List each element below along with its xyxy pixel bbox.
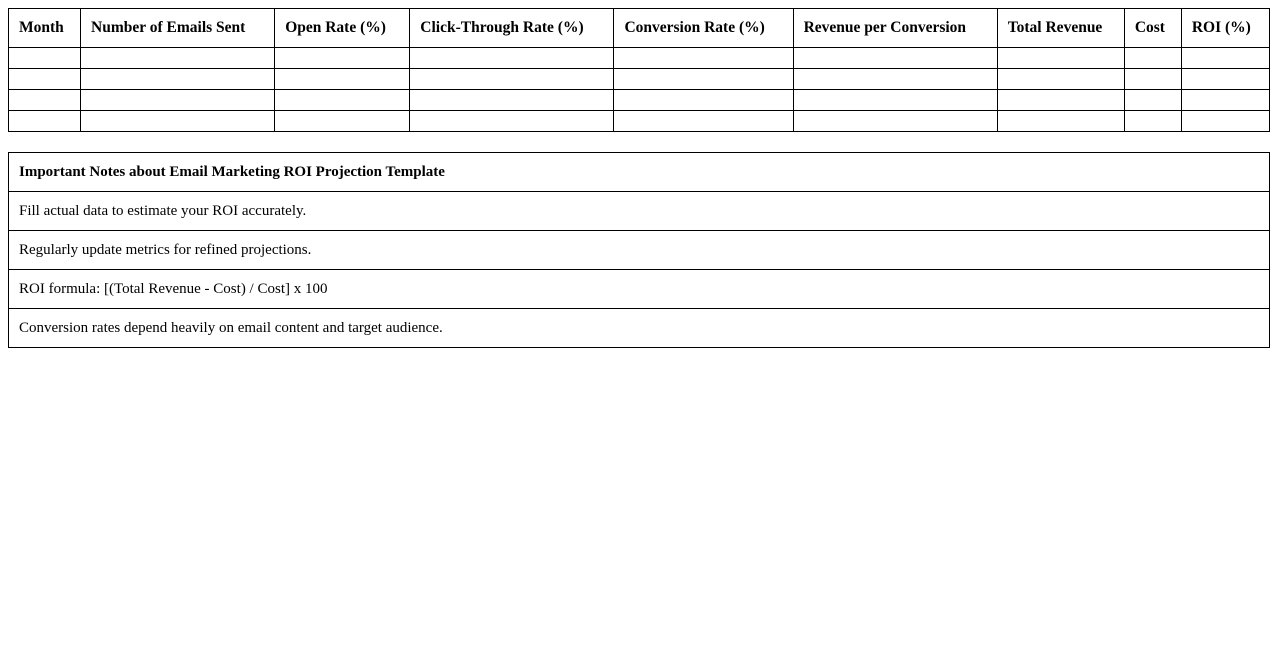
table-cell[interactable] <box>410 69 614 90</box>
table-cell[interactable] <box>614 69 793 90</box>
table-cell[interactable] <box>275 69 410 90</box>
note-row <box>9 270 1270 309</box>
table-cell[interactable] <box>793 90 997 111</box>
table-cell[interactable] <box>81 90 275 111</box>
header-conversion-rate: Conversion Rate (%) <box>614 9 793 48</box>
table-cell[interactable] <box>1181 111 1269 132</box>
table-cell[interactable] <box>997 48 1124 69</box>
table-cell[interactable] <box>793 69 997 90</box>
table-cell[interactable] <box>997 69 1124 90</box>
table-cell[interactable] <box>410 90 614 111</box>
notes-table <box>8 152 1270 348</box>
table-cell[interactable] <box>275 48 410 69</box>
table-cell[interactable] <box>997 111 1124 132</box>
table-cell[interactable] <box>793 111 997 132</box>
note-item: Fill actual data to estimate your ROI accurately. <box>9 192 1270 231</box>
table-cell[interactable] <box>1181 69 1269 90</box>
notes-header-row <box>9 153 1270 192</box>
table-header-row <box>9 9 1270 48</box>
table-cell[interactable] <box>1124 69 1181 90</box>
table-cell[interactable] <box>410 111 614 132</box>
header-click-through-rate: Click-Through Rate (%) <box>410 9 614 48</box>
notes-title: Important Notes about Email Marketing ROI Projection Template <box>9 153 1270 192</box>
table-cell[interactable] <box>1124 48 1181 69</box>
header-open-rate: Open Rate (%) <box>275 9 410 48</box>
table-cell[interactable] <box>1181 48 1269 69</box>
table-cell[interactable] <box>997 90 1124 111</box>
note-row <box>9 192 1270 231</box>
table-cell[interactable] <box>1124 111 1181 132</box>
table-cell[interactable] <box>9 69 81 90</box>
header-total-revenue: Total Revenue <box>997 9 1124 48</box>
note-row <box>9 309 1270 348</box>
table-cell[interactable] <box>614 90 793 111</box>
table-cell[interactable] <box>9 90 81 111</box>
header-emails-sent: Number of Emails Sent <box>81 9 275 48</box>
header-revenue-per-conversion: Revenue per Conversion <box>793 9 997 48</box>
table-cell[interactable] <box>9 111 81 132</box>
table-cell[interactable] <box>81 69 275 90</box>
roi-projection-table <box>8 8 1270 132</box>
table-cell[interactable] <box>275 111 410 132</box>
note-item: Conversion rates depend heavily on email content and target audience. <box>9 309 1270 348</box>
table-cell[interactable] <box>614 111 793 132</box>
note-item: ROI formula: [(Total Revenue - Cost) / Cost] x 100 <box>9 270 1270 309</box>
table-cell[interactable] <box>1124 90 1181 111</box>
header-roi: ROI (%) <box>1181 9 1269 48</box>
table-row <box>9 48 1270 69</box>
table-row <box>9 69 1270 90</box>
note-item: Regularly update metrics for refined projections. <box>9 231 1270 270</box>
table-row <box>9 111 1270 132</box>
header-month: Month <box>9 9 81 48</box>
table-cell[interactable] <box>410 48 614 69</box>
table-cell[interactable] <box>1181 90 1269 111</box>
note-row <box>9 231 1270 270</box>
table-cell[interactable] <box>81 48 275 69</box>
header-cost: Cost <box>1124 9 1181 48</box>
table-row <box>9 90 1270 111</box>
table-cell[interactable] <box>614 48 793 69</box>
table-cell[interactable] <box>81 111 275 132</box>
table-cell[interactable] <box>275 90 410 111</box>
table-cell[interactable] <box>793 48 997 69</box>
table-cell[interactable] <box>9 48 81 69</box>
